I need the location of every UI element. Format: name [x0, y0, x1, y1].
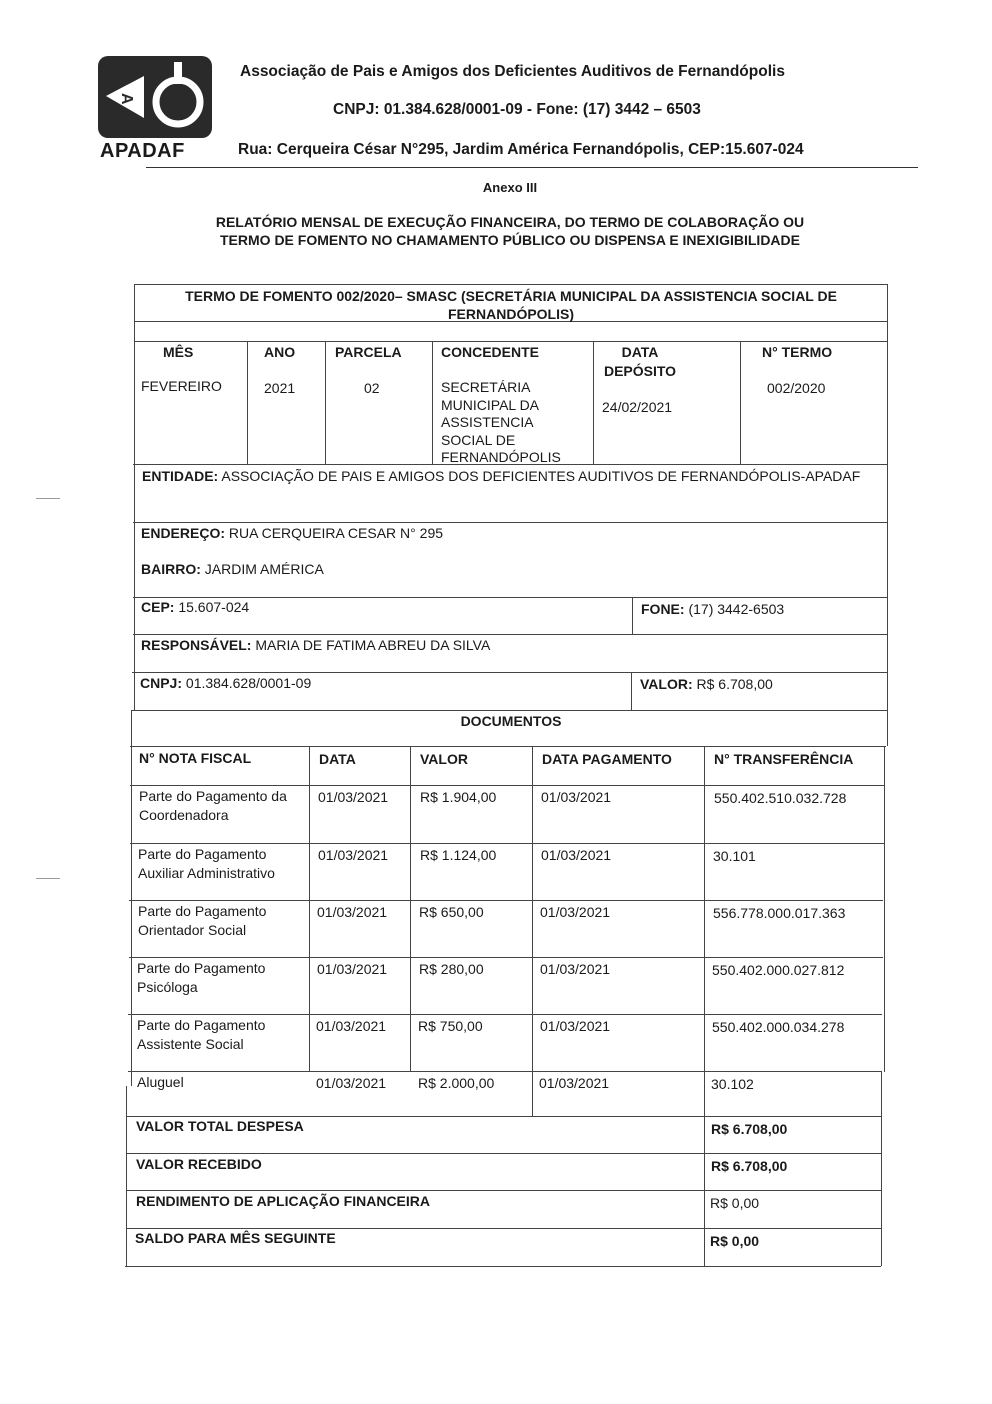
endereco-value: RUA CERQUEIRA CESAR N° 295 — [228, 525, 444, 541]
apadaf-logo — [98, 56, 214, 162]
doc-nota: Parte do Pagamento da Coordenadora — [139, 788, 287, 823]
grid-line — [131, 710, 887, 711]
punch-mark — [36, 878, 60, 879]
doc-data-pagamento: 01/03/2021 — [541, 847, 612, 863]
grid-line — [130, 843, 884, 844]
fone-label: FONE: — [641, 601, 685, 617]
header-n-termo: N° TERMO — [762, 344, 833, 360]
header-concedente: CONCEDENTE — [441, 344, 540, 360]
doc-transferencia: 30.101 — [713, 848, 756, 864]
grid-line — [129, 957, 883, 958]
header-cnpj-fone: CNPJ: 01.384.628/0001-09 - Fone: (17) 3442 – 6503 — [333, 101, 701, 118]
total-despesa-value: R$ 6.708,00 — [711, 1121, 788, 1137]
value-mes: FEVEREIRO — [141, 378, 222, 394]
responsavel-value: MARIA DE FATIMA ABREU DA SILVA — [255, 637, 491, 653]
report-title-line2: TERMO DE FOMENTO NO CHAMAMENTO PÚBLICO OU DISPENSA E INEXIGIBILIDADE — [220, 232, 800, 248]
doc-valor: R$ 2.000,00 — [418, 1075, 495, 1091]
bairro-value: JARDIM AMÉRICA — [204, 561, 324, 577]
doc-header-nota: N° NOTA FISCAL — [139, 750, 252, 766]
saldo-value: R$ 0,00 — [710, 1233, 760, 1249]
rendimento-label: RENDIMENTO DE APLICAÇÃO FINANCEIRA — [136, 1193, 431, 1209]
grid-line — [881, 1071, 882, 1266]
cnpj-value: 01.384.628/0001-09 — [185, 675, 312, 691]
grid-line — [325, 341, 326, 464]
doc-transferencia: 550.402.000.034.278 — [712, 1019, 845, 1035]
cep-field — [141, 598, 249, 617]
grid-line — [309, 746, 310, 1071]
doc-data: 01/03/2021 — [318, 789, 389, 805]
doc-header-valor: VALOR — [420, 751, 468, 767]
doc-nota: Aluguel — [137, 1074, 184, 1090]
header-org-name: Associação de Pais e Amigos dos Deficientes Auditivos de Fernandópolis — [240, 63, 785, 80]
grid-line — [129, 900, 883, 901]
cnpj-label: CNPJ: — [140, 675, 183, 691]
endereco-field — [141, 524, 443, 543]
entidade-label: ENTIDADE: — [142, 468, 219, 484]
bairro-field — [141, 560, 324, 579]
doc-data-pagamento: 01/03/2021 — [539, 1075, 610, 1091]
grid-line — [127, 1153, 882, 1154]
valor-value: R$ 6.708,00 — [696, 676, 773, 692]
doc-header-data: DATA — [319, 751, 356, 767]
grid-line — [410, 746, 411, 1071]
valor-recebido-value: R$ 6.708,00 — [711, 1158, 788, 1174]
grid-line — [631, 672, 632, 710]
doc-data-pagamento: 01/03/2021 — [540, 1018, 611, 1034]
grid-line — [128, 1014, 882, 1015]
doc-data: 01/03/2021 — [317, 961, 388, 977]
grid-line — [126, 1086, 127, 1266]
svg-text:A: A — [118, 93, 135, 105]
doc-data: 01/03/2021 — [318, 847, 389, 863]
grid-line — [125, 1266, 881, 1267]
doc-data: 01/03/2021 — [316, 1075, 387, 1091]
doc-transferencia: 550.402.510.032.728 — [714, 790, 847, 806]
grid-line — [134, 284, 888, 285]
saldo-label: SALDO PARA MÊS SEGUINTE — [135, 1230, 336, 1246]
grid-line — [740, 341, 741, 464]
logo-text: APADAF — [100, 140, 185, 162]
grid-line — [126, 1190, 882, 1191]
doc-transferencia: 550.402.000.027.812 — [712, 962, 845, 978]
doc-transferencia: 30.102 — [711, 1076, 754, 1092]
value-parcela: 02 — [364, 380, 380, 396]
header-divider — [146, 167, 918, 168]
value-concedente: SECRETÁRIA MUNICIPAL DA ASSISTENCIA SOCIAL DE FERNANDÓPOLIS — [441, 379, 561, 465]
grid-line — [632, 597, 633, 634]
termo-header: TERMO DE FOMENTO 002/2020– SMASC (SECRETÁRIA MUNICIPAL DA ASSISTENCIA SOCIAL DE FERNANDÓPOLIS) — [185, 288, 837, 322]
grid-line — [133, 522, 888, 523]
doc-header-transferencia: N° TRANSFERÊNCIA — [714, 751, 854, 767]
value-ano: 2021 — [264, 380, 296, 396]
header-address: Rua: Cerqueira César N°295, Jardim América Fernandópolis, CEP:15.607-024 — [238, 141, 804, 158]
doc-data-pagamento: 01/03/2021 — [541, 789, 612, 805]
grid-line — [130, 746, 886, 747]
entidade-field — [142, 467, 872, 486]
header-mes: MÊS — [163, 344, 194, 360]
responsavel-field — [141, 636, 490, 655]
grid-line — [128, 1071, 882, 1072]
doc-nota: Parte do Pagamento Auxiliar Administrativo — [138, 846, 275, 881]
cnpj-field — [140, 674, 311, 693]
grid-line — [131, 710, 132, 1086]
grid-line — [134, 284, 135, 710]
grid-line — [247, 341, 248, 464]
total-despesa-label: VALOR TOTAL DESPESA — [136, 1118, 304, 1134]
doc-valor: R$ 1.124,00 — [420, 847, 497, 863]
doc-data: 01/03/2021 — [316, 1018, 387, 1034]
cep-value: 15.607-024 — [178, 599, 250, 615]
annex-label: Anexo III — [482, 180, 538, 195]
doc-valor: R$ 750,00 — [418, 1018, 483, 1034]
ear-emblem-icon — [98, 56, 212, 138]
entidade-value: ASSOCIAÇÃO DE PAIS E AMIGOS DOS DEFICIENTES AUDITIVOS DE FERNANDÓPOLIS-APADAF — [221, 468, 861, 484]
doc-header-data-pagamento: DATA PAGAMENTO — [542, 751, 672, 767]
grid-line — [593, 341, 594, 464]
fone-field — [641, 600, 784, 619]
documentos-title: DOCUMENTOS — [460, 713, 562, 729]
valor-recebido-label: VALOR RECEBIDO — [136, 1156, 262, 1172]
grid-line — [130, 785, 884, 786]
grid-line — [133, 634, 888, 635]
cep-label: CEP: — [141, 599, 175, 615]
valor-label: VALOR: — [640, 676, 693, 692]
fone-value: (17) 3442-6503 — [688, 601, 785, 617]
header-data-deposito: DATA DEPÓSITO — [603, 344, 677, 379]
grid-line — [884, 746, 885, 1072]
grid-line — [432, 341, 433, 464]
doc-data: 01/03/2021 — [317, 904, 388, 920]
doc-nota: Parte do Pagamento Assistente Social — [137, 1017, 266, 1052]
doc-nota: Parte do Pagamento Psicóloga — [137, 960, 266, 995]
punch-mark — [36, 498, 60, 499]
value-n-termo: 002/2020 — [767, 380, 826, 396]
bairro-label: BAIRRO: — [141, 561, 201, 577]
endereco-label: ENDEREÇO: — [141, 525, 226, 541]
doc-data-pagamento: 01/03/2021 — [540, 904, 611, 920]
doc-nota: Parte do Pagamento Orientador Social — [138, 903, 267, 938]
doc-transferencia: 556.778.000.017.363 — [713, 905, 846, 921]
header-ano: ANO — [264, 344, 296, 360]
responsavel-label: RESPONSÁVEL: — [141, 637, 252, 653]
doc-valor: R$ 1.904,00 — [420, 789, 497, 805]
report-title-line1: RELATÓRIO MENSAL DE EXECUÇÃO FINANCEIRA, DO TERMO DE COLABORAÇÃO OU — [215, 214, 805, 230]
grid-line — [887, 284, 888, 746]
grid-line — [132, 672, 888, 673]
grid-line — [704, 746, 705, 1266]
doc-data-pagamento: 01/03/2021 — [540, 961, 611, 977]
rendimento-value: R$ 0,00 — [710, 1195, 760, 1211]
header-parcela: PARCELA — [335, 344, 402, 360]
grid-line — [532, 746, 533, 1116]
value-data-deposito: 24/02/2021 — [602, 399, 673, 415]
doc-valor: R$ 650,00 — [419, 904, 484, 920]
valor-field — [640, 675, 773, 694]
logo-emblem — [98, 56, 212, 138]
doc-valor: R$ 280,00 — [419, 961, 484, 977]
